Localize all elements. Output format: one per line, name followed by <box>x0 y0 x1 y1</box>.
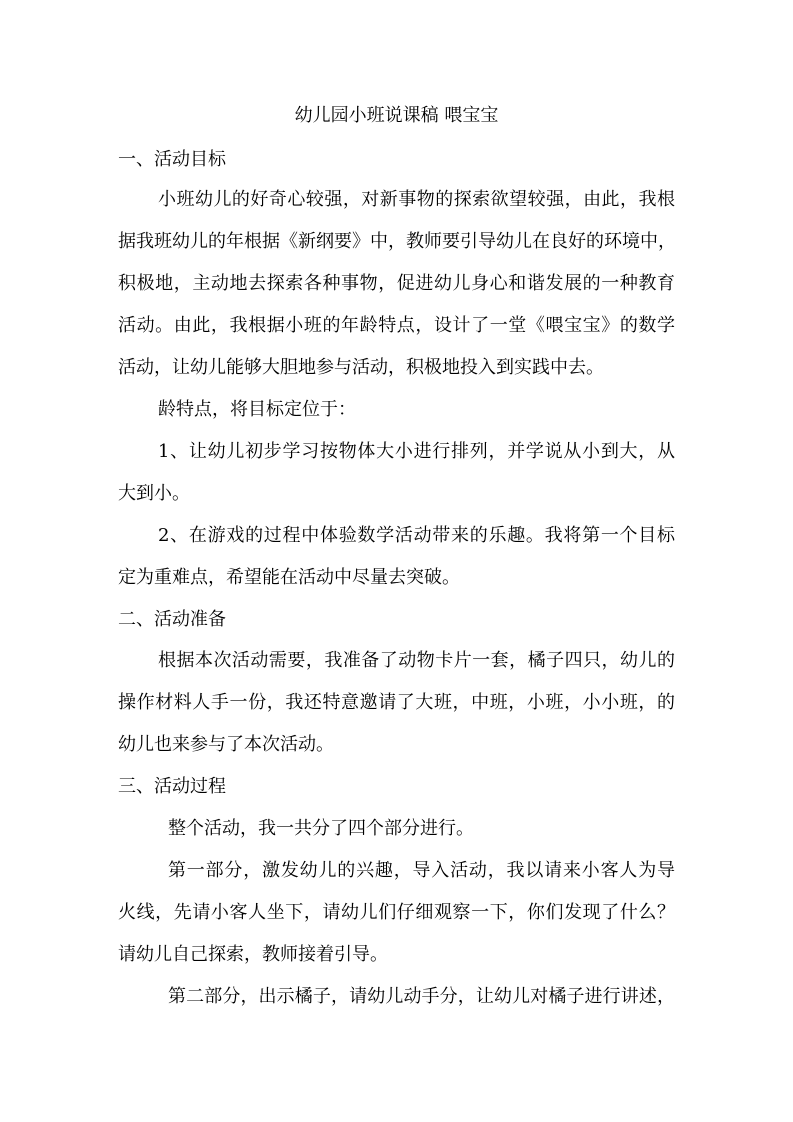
paragraph-line: 火线，先请小客人坐下，请幼儿们仔细观察一下，你们发现了什么？ <box>118 902 675 923</box>
section-heading-goals: 一、活动目标 <box>118 149 226 170</box>
paragraph-line: 龄特点，将目标定位于： <box>158 399 356 420</box>
paragraph-line: 活动，让幼儿能够大胆地参与活动，积极地投入到实践中去。 <box>118 357 604 378</box>
paragraph-line: 第二部分，出示橘子，请幼儿动手分，让幼儿对橘子进行讲述， <box>168 986 675 1007</box>
document-title: 幼儿园小班说课稿 喂宝宝 <box>294 105 499 126</box>
paragraph-line: 活动。由此，我根据小班的年龄特点，设计了一堂《喂宝宝》的数学 <box>118 315 675 336</box>
paragraph-line: 据我班幼儿的年根据《新纲要》中，教师要引导幼儿在良好的环境中， <box>118 231 676 252</box>
paragraph-line: 积极地，主动地去探索各种事物，促进幼儿身心和谐发展的一种教育 <box>118 273 675 294</box>
goal-item-2: 2、在游戏的过程中体验数学活动带来的乐趣。我将第一个目标 <box>158 525 675 546</box>
paragraph-line: 第一部分，激发幼儿的兴趣，导入活动，我以请来小客人为导 <box>168 860 675 881</box>
paragraph-line: 幼儿也来参与了本次活动。 <box>118 734 334 755</box>
paragraph-line: 小班幼儿的好奇心较强，对新事物的探索欲望较强，由此，我根 <box>158 189 675 210</box>
goal-item-2-continued: 定为重难点，希望能在活动中尽量去突破。 <box>118 567 460 588</box>
goal-item-1-continued: 大到小。 <box>118 483 190 504</box>
paragraph-line: 操作材料人手一份，我还特意邀请了大班，中班，小班，小小班，的 <box>118 692 675 713</box>
paragraph-line: 整个活动，我一共分了四个部分进行。 <box>168 818 474 839</box>
paragraph-line: 根据本次活动需要，我准备了动物卡片一套，橘子四只，幼儿的 <box>158 650 675 671</box>
section-heading-process: 三、活动过程 <box>118 776 226 797</box>
section-heading-preparation: 二、活动准备 <box>118 609 226 630</box>
goal-item-1: 1、让幼儿初步学习按物体大小进行排列，并学说从小到大，从 <box>158 441 675 462</box>
paragraph-line: 请幼儿自己探索，教师接着引导。 <box>118 944 388 965</box>
